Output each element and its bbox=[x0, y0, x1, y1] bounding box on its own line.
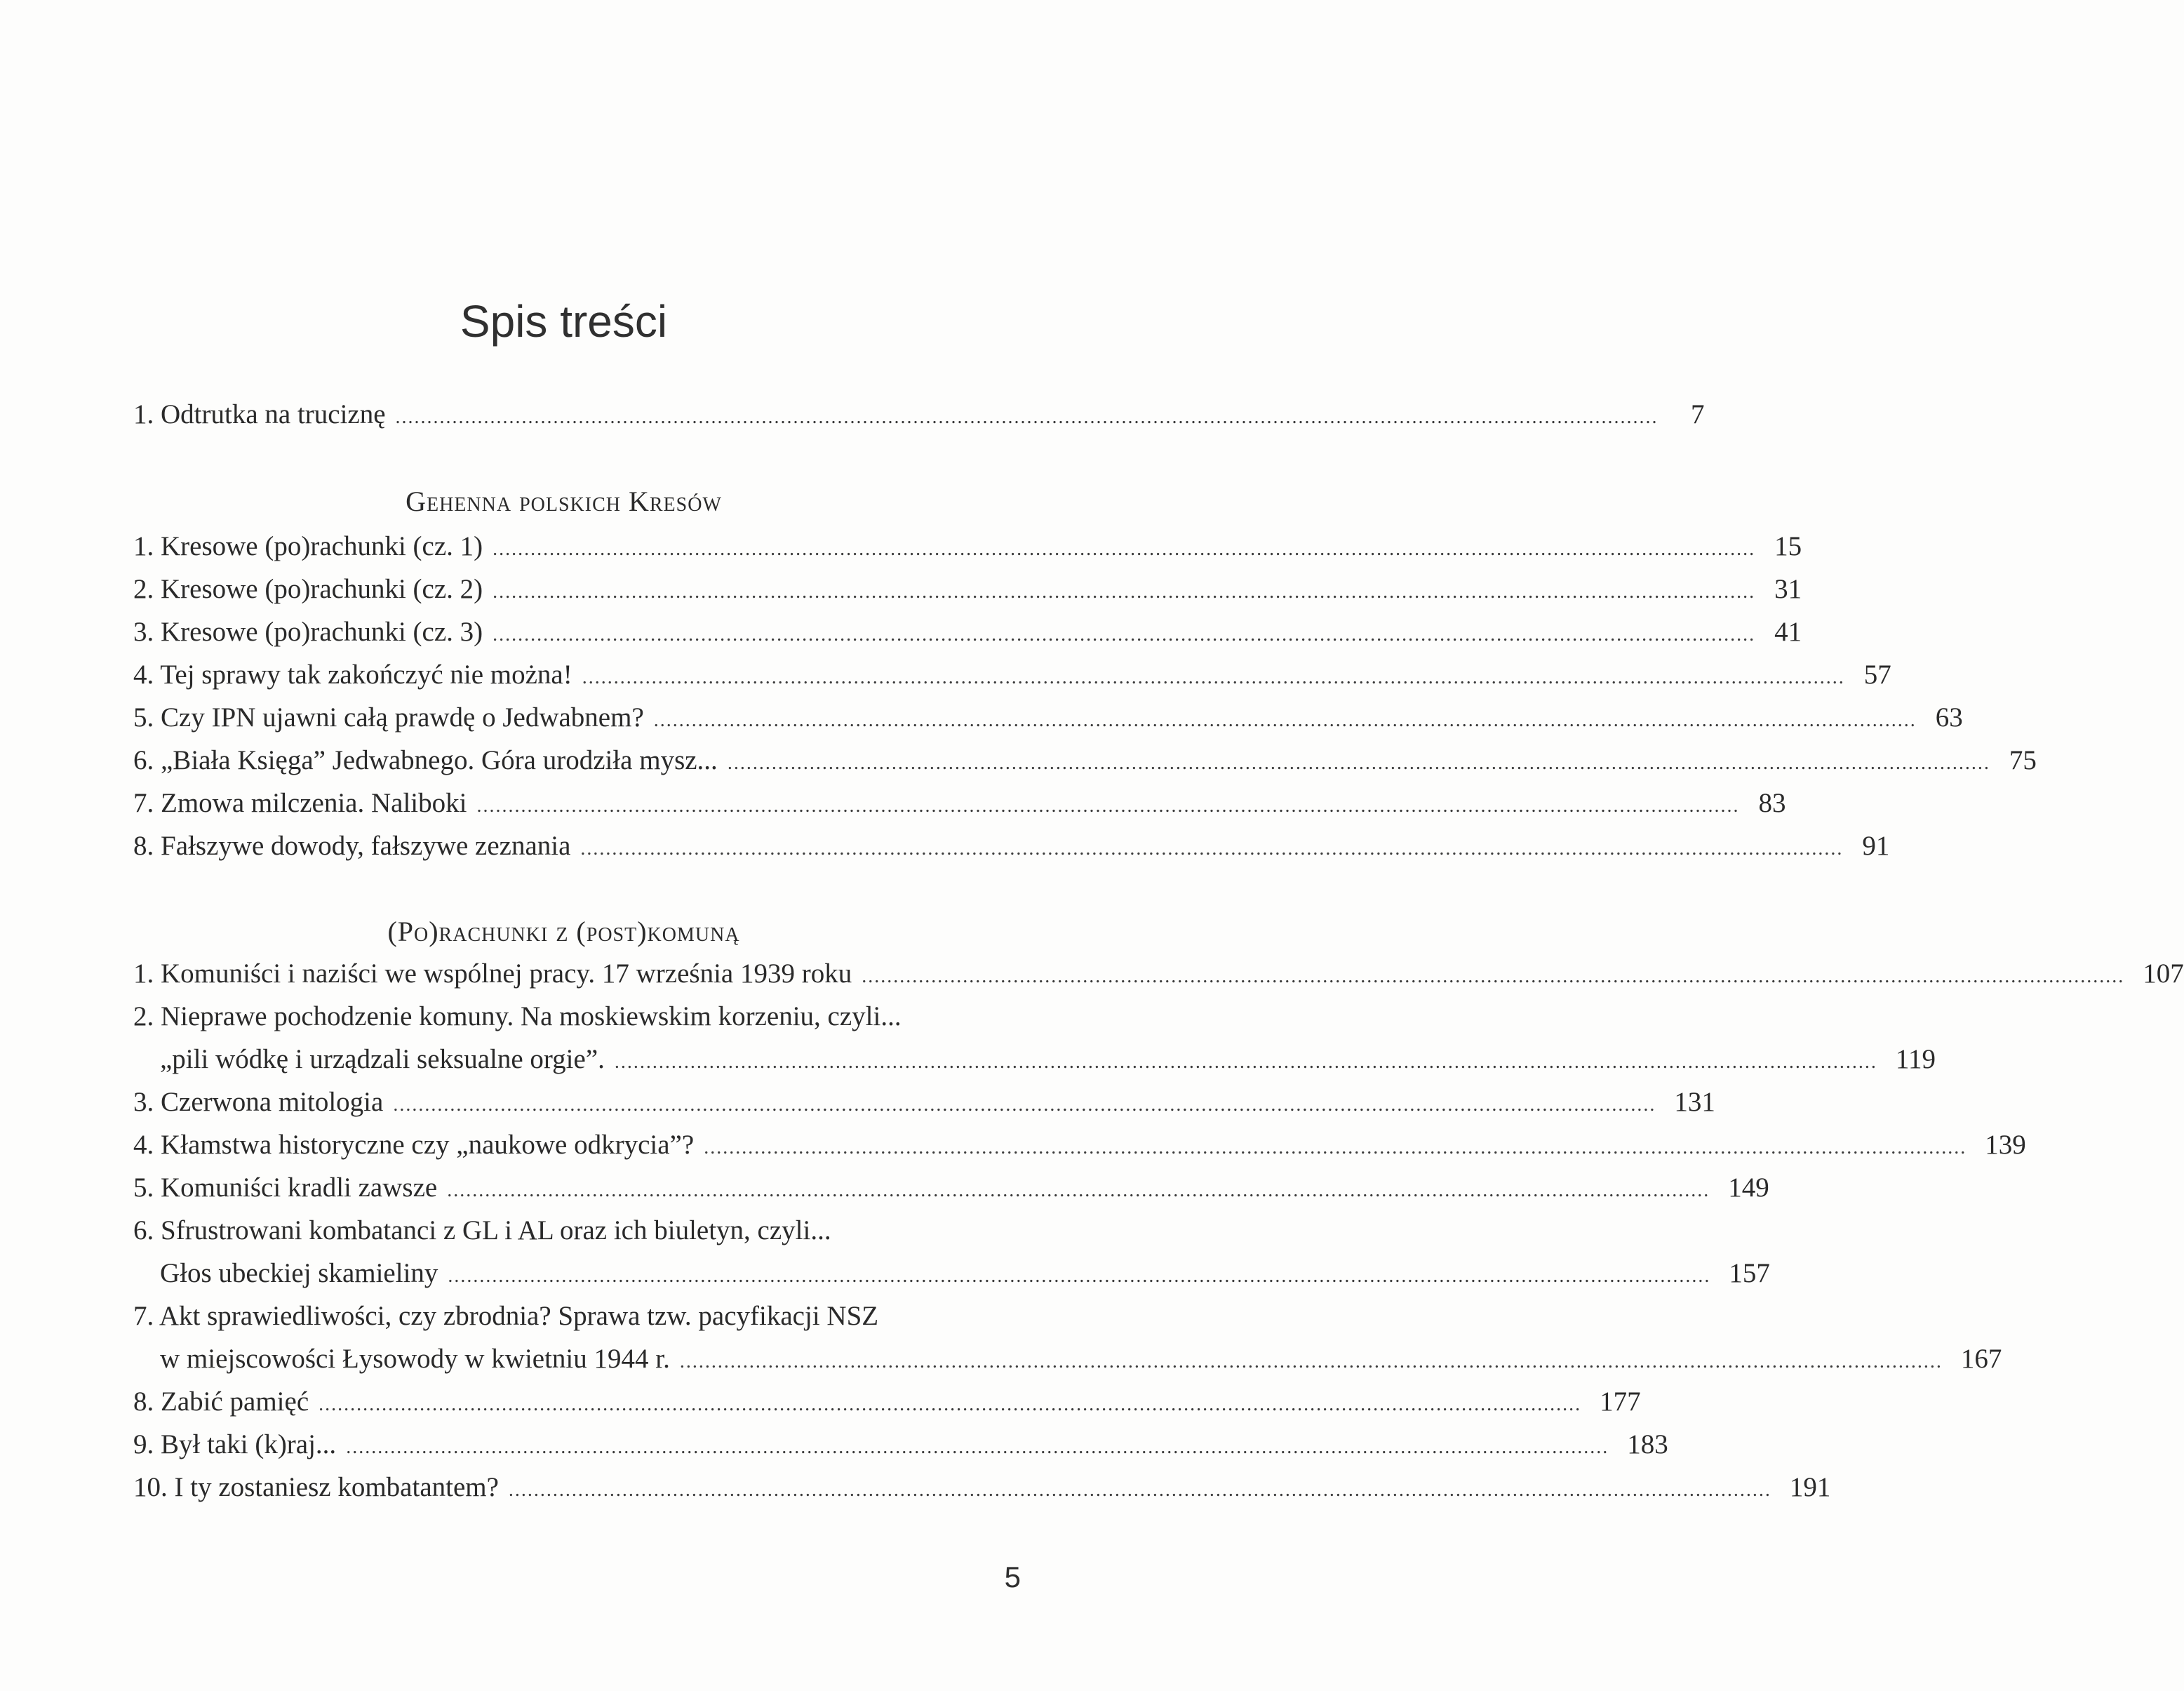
toc-entry[interactable]: 9. Był taki (k)raj... ........................................................................................................................................................................................................ 183 bbox=[133, 1423, 1005, 1466]
toc-entry-page: 15 bbox=[1774, 531, 1802, 561]
section-heading-komuna: (Po)rachunki z (post)komuną bbox=[387, 916, 740, 947]
dot-leader: ........................................................................................................................................................................................................ bbox=[653, 709, 1917, 731]
toc-entry[interactable]: 8. Fałszywe dowody, fałszywe zeznania ........................................................................................................................................................................................................ 91 bbox=[133, 824, 1005, 867]
toc-entry-page: 83 bbox=[1758, 788, 1786, 818]
toc-entry[interactable]: 4. Tej sprawy tak zakończyć nie można! ........................................................................................................................................................................................................ 57 bbox=[133, 653, 1005, 696]
toc-entry[interactable]: 10. I ty zostaniesz kombatantem? ........................................................................................................................................................................................................ 191 bbox=[133, 1466, 1005, 1509]
toc-entry-label: 1. Odtrutka na truciznę bbox=[133, 399, 386, 429]
dot-leader: ........................................................................................................................................................................................................ bbox=[476, 795, 1740, 817]
dot-leader: ........................................................................................................................................................................................................ bbox=[393, 1094, 1656, 1116]
toc-entry-page: 191 bbox=[1789, 1472, 1831, 1502]
toc-entry[interactable]: 3. Czerwona mitologia ........................................................................................................................................................................................................ 131 bbox=[133, 1081, 1005, 1123]
page-title: Spis treści bbox=[460, 296, 668, 347]
toc-entry[interactable]: 5. Komuniści kradli zawsze ........................................................................................................................................................................................................ 149 bbox=[133, 1166, 1005, 1209]
toc-entry-continuation[interactable]: Głos ubeckiej skamieliny ........................................................................................................................................................................................................ 157 bbox=[133, 1252, 1005, 1295]
toc-entry-page: 149 bbox=[1728, 1172, 1769, 1203]
toc-entry-page: 183 bbox=[1627, 1429, 1668, 1459]
toc-entry-page: 157 bbox=[1729, 1258, 1770, 1288]
dot-leader: ........................................................................................................................................................................................................ bbox=[862, 965, 2125, 987]
toc-entry-intro[interactable] bbox=[133, 393, 1705, 436]
toc-entry[interactable]: 2. Nieprawe pochodzenie komuny. Na moskiewskim korzeniu, czyli... bbox=[133, 1001, 902, 1031]
page-number: 5 bbox=[1004, 1560, 1021, 1593]
dot-leader: ........................................................................................................................................................................................................ bbox=[319, 1393, 1582, 1415]
toc-entry[interactable]: 8. Zabić pamięć ........................................................................................................................................................................................................ 177 bbox=[133, 1380, 1005, 1423]
toc-entry-page: 177 bbox=[1600, 1386, 1641, 1417]
dot-leader: ........................................................................................................................................................................................................ bbox=[395, 406, 1659, 428]
dot-leader: ........................................................................................................................................................................................................ bbox=[679, 1351, 1943, 1372]
toc-entry-page: 91 bbox=[1862, 831, 1890, 861]
toc-entry-page: 63 bbox=[1935, 702, 1963, 733]
dot-leader: ........................................................................................................................................................................................................ bbox=[493, 538, 1756, 560]
toc-entry[interactable]: 2. Kresowe (po)rachunki (cz. 2) ........................................................................................................................................................................................................ 31 bbox=[133, 568, 1005, 610]
toc-entry-page: 119 bbox=[1895, 1044, 1936, 1074]
dot-leader: ........................................................................................................................................................................................................ bbox=[493, 624, 1756, 646]
toc-entry[interactable]: 5. Czy IPN ujawni całą prawdę o Jedwabnem? ........................................................................................................................................................................................................ 63 bbox=[133, 696, 1005, 739]
dot-leader: ........................................................................................................................................................................................................ bbox=[704, 1137, 1967, 1158]
toc-entry-page: 131 bbox=[1674, 1087, 1715, 1117]
dot-leader: ........................................................................................................................................................................................................ bbox=[508, 1479, 1771, 1501]
toc-entry[interactable]: 7. Zmowa milczenia. Naliboki ........................................................................................................................................................................................................ 83 bbox=[133, 782, 1005, 824]
toc-entry-page: 75 bbox=[2009, 745, 2037, 775]
dot-leader: ........................................................................................................................................................................................................ bbox=[346, 1436, 1609, 1458]
section-heading-kresy: Gehenna polskich Kresów bbox=[406, 486, 722, 517]
dot-leader: ........................................................................................................................................................................................................ bbox=[614, 1051, 1877, 1073]
toc-entry[interactable]: 3. Kresowe (po)rachunki (cz. 3) ........................................................................................................................................................................................................ 41 bbox=[133, 610, 1005, 653]
toc-entry-page: 57 bbox=[1863, 660, 1891, 690]
toc-entry[interactable]: 6. „Biała Księga” Jedwabnego. Góra urodziła mysz... ........................................................................................................................................................................................................ 75 bbox=[133, 739, 1005, 782]
toc-entry-page: 7 bbox=[1691, 399, 1705, 429]
dot-leader: ........................................................................................................................................................................................................ bbox=[493, 581, 1756, 603]
toc-entry[interactable]: 7. Akt sprawiedliwości, czy zbrodnia? Sprawa tzw. pacyfikacji NSZ bbox=[133, 1301, 879, 1331]
toc-entry-page: 139 bbox=[1985, 1130, 2026, 1160]
toc-entry-page: 107 bbox=[2143, 958, 2184, 989]
toc-entry[interactable]: 1. Kresowe (po)rachunki (cz. 1) ........................................................................................................................................................................................................ 15 bbox=[133, 525, 1005, 568]
toc-entry-continuation[interactable]: w miejscowości Łysowody w kwietniu 1944 r. ........................................................................................................................................................................................................ 167 bbox=[133, 1337, 1005, 1380]
toc-entry-page: 31 bbox=[1774, 574, 1802, 604]
toc-entry-page: 41 bbox=[1774, 617, 1802, 647]
dot-leader: ........................................................................................................................................................................................................ bbox=[447, 1179, 1710, 1201]
toc-entry[interactable]: 4. Kłamstwa historyczne czy „naukowe odkrycia”? ........................................................................................................................................................................................................ 139 bbox=[133, 1123, 1005, 1166]
toc-entry[interactable]: 6. Sfrustrowani kombatanci z GL i AL oraz ich biuletyn, czyli... bbox=[133, 1215, 831, 1245]
dot-leader: ........................................................................................................................................................................................................ bbox=[580, 838, 1844, 860]
toc-entry[interactable]: 1. Komuniści i naziści we wspólnej pracy. 17 września 1939 roku ........................................................................................................................................................................................................ 107 bbox=[133, 952, 1005, 995]
dot-leader: ........................................................................................................................................................................................................ bbox=[582, 667, 1845, 688]
toc-entry-page: 167 bbox=[1960, 1344, 2002, 1374]
dot-leader: ........................................................................................................................................................................................................ bbox=[727, 752, 1990, 774]
toc-entry-continuation[interactable]: „pili wódkę i urządzali seksualne orgie”. ........................................................................................................................................................................................................ 119 bbox=[133, 1038, 1005, 1081]
dot-leader: ........................................................................................................................................................................................................ bbox=[448, 1265, 1711, 1287]
